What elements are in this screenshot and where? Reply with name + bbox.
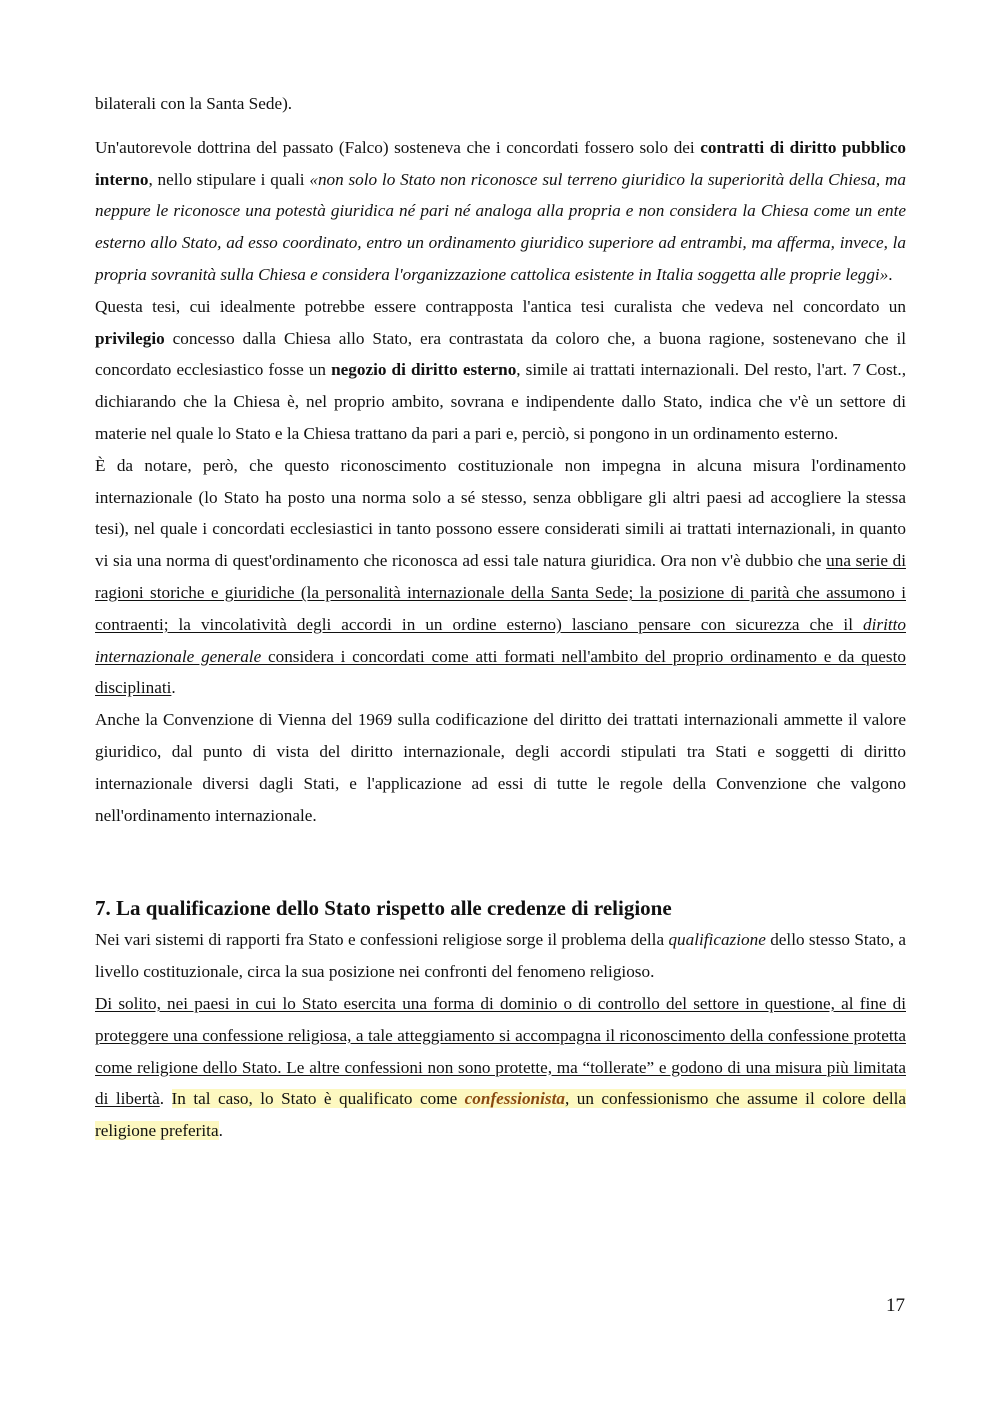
paragraph-constitutional-recognition xyxy=(95,450,906,704)
text-run: Questa tesi, cui idealmente potrebbe essere contrapposta l'antica tesi curalista che vedeva nel concordato un xyxy=(95,296,906,316)
text-run: , nello stipulare i quali xyxy=(148,169,310,189)
text-run: In tal caso, lo Stato è qualificato come xyxy=(171,1089,465,1109)
text-run: È da notare, però, che questo riconoscimento costituzionale non impegna in alcuna misura l'ordinamento internazionale (lo Stato ha posto una norma solo a sé stesso, senza obbligare gli altri paesi ad accogliere la stessa tesi), nel quale i concordati ecclesiastici in tanto possono essere considerati simili ai trattati internazionali, in quanto vi sia una norma di quest'ordinamento che riconosca ad essi tale natura giuridica. Ora non v'è dubbio che xyxy=(95,455,906,571)
text-run: una serie di ragioni storiche e giuridiche (la personalità internazionale della Santa Sede; la posizione di parità che assumono i contraenti; la vincolatività degli accordi in un ordine esterno) lasciano pensare con sicurezza che il xyxy=(95,551,906,634)
text-run: . xyxy=(159,1089,172,1109)
paragraph-qualification xyxy=(95,924,906,988)
bold-term: negozio di diritto esterno xyxy=(331,360,517,380)
paragraph-vienna-convention: Anche la Convenzione di Vienna del 1969 sulla codificazione del diritto dei trattati internazionali ammette il valore giuridico, dal punto di vista del diritto internazionale, degli accordi stipulati tra Stati e soggetti di diritto internazionale diversi dagli Stati, e l'applicazione ad essi di tutte le regole della Convenzione che valgono nell'ordinamento internazionale. xyxy=(95,710,906,825)
paragraph-curalist-thesis xyxy=(95,291,906,450)
text-run: . xyxy=(171,678,176,698)
paragraph-intro-fragment: bilaterali con la Santa Sede). xyxy=(95,94,293,113)
italic-term: diritto internazionale generale xyxy=(95,614,906,666)
italic-term: qualificazione xyxy=(668,930,766,950)
text-run: concesso dalla Chiesa allo Stato, era contrastata da coloro che, a buona ragione, sostenevano che il concordato ecclesiastico fosse un xyxy=(95,328,906,380)
page-number: 17 xyxy=(886,1295,905,1316)
bold-term: contratti di diritto pubblico interno xyxy=(95,137,906,189)
bold-term: privilegio xyxy=(95,328,165,348)
underlined-passage: Di solito, nei paesi in cui lo Stato esercita una forma di dominio o di controllo del settore in questione, al fine di proteggere una confessione religiosa, a tale atteggiamento si accompagna il riconoscimento della confessione protetta come religione dello Stato. Le altre confessioni non sono protette, ma “tollerate” e godono di una misura più limitata di libertà xyxy=(95,993,906,1109)
paragraph-falco-doctrine xyxy=(95,132,906,291)
underlined-passage xyxy=(95,551,906,697)
text-run: dello stesso Stato, a livello costituzionale, circa la sua posizione nei confronti del fenomeno religioso. xyxy=(95,930,906,982)
text-run: , un confessionismo che assume il colore della religione preferita xyxy=(95,1089,907,1141)
document-page xyxy=(95,88,906,1147)
italic-quote: «non solo lo Stato non riconosce sul terreno giuridico la superiorità della Chiesa, ma neppure le riconosce una potestà giuridica né pari né analoga alla propria e non considera la Chiesa come un ente esterno allo Stato, ad esso coordinato, entro un ordinamento giuridico superiore ad entrambi, ma afferma, invece, la propria sovranità sulla Chiesa e considera l'organizzazione cattolica esistente in Italia soggetta alle proprie leggi» xyxy=(95,169,906,284)
text-run: . xyxy=(888,264,893,284)
text-run: , simile ai trattati internazionali. Del resto, l'art. 7 Cost., dichiarando che la Chiesa è, nel proprio ambito, sovrana e indipendente dallo Stato, indica che v'è un settore di materie nel quale lo Stato e la Chiesa trattano da pari a pari e, perciò, si pongono in un ordinamento esterno. xyxy=(95,360,906,443)
text-run: . xyxy=(218,1121,223,1141)
text-run: Nei vari sistemi di rapporti fra Stato e confessioni religiose sorge il problema della xyxy=(95,930,669,950)
emphasized-term: confessionista xyxy=(464,1089,565,1109)
paragraph-confessionist-state xyxy=(95,988,906,1147)
section-heading: 7. La qualificazione dello Stato rispetto alle credenze di religione xyxy=(95,896,672,921)
text-run: considera i concordati come atti formati nell'ambito del proprio ordinamento e da questo disciplinati xyxy=(95,646,906,698)
text-run: Un'autorevole dottrina del passato (Falco) sosteneva che i concordati fossero solo dei xyxy=(95,137,701,157)
highlighted-passage xyxy=(95,1089,906,1140)
